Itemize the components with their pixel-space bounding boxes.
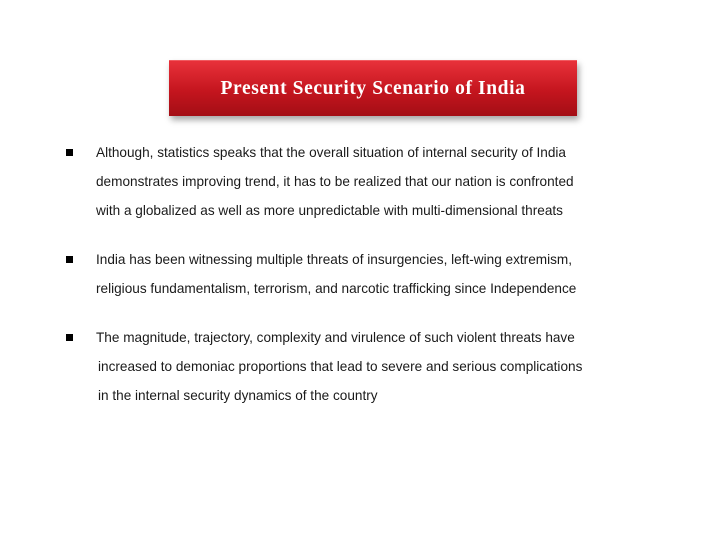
bullet-text xyxy=(96,245,682,303)
bullet-text xyxy=(96,323,682,410)
bullet-line: with a globalized as well as more unpredictable with multi-dimensional threats xyxy=(96,203,563,218)
bullet-line: in the internal security dynamics of the country xyxy=(98,388,378,403)
bullet-line: increased to demoniac proportions that lead to severe and serious complications xyxy=(98,359,583,374)
square-bullet-icon xyxy=(66,334,73,341)
bullet-line: Although, statistics speaks that the overall situation of internal security of India xyxy=(96,145,566,160)
bullet-item xyxy=(62,323,682,410)
bullet-line: demonstrates improving trend, it has to be realized that our nation is confronted xyxy=(96,174,574,189)
square-bullet-icon xyxy=(66,149,73,156)
bullet-line: India has been witnessing multiple threats of insurgencies, left-wing extremism, xyxy=(96,252,573,267)
bullet-text xyxy=(96,138,682,225)
title-banner xyxy=(169,60,577,116)
bullet-line: religious fundamentalism, terrorism, and narcotic trafficking since Independence xyxy=(96,281,577,296)
slide-title: Present Security Scenario of India xyxy=(220,77,526,99)
square-bullet-icon xyxy=(66,256,73,263)
bullet-item xyxy=(62,138,682,225)
bullet-item xyxy=(62,245,682,303)
bullet-line: The magnitude, trajectory, complexity and virulence of such violent threats have xyxy=(96,330,575,345)
bullet-list xyxy=(62,138,682,430)
